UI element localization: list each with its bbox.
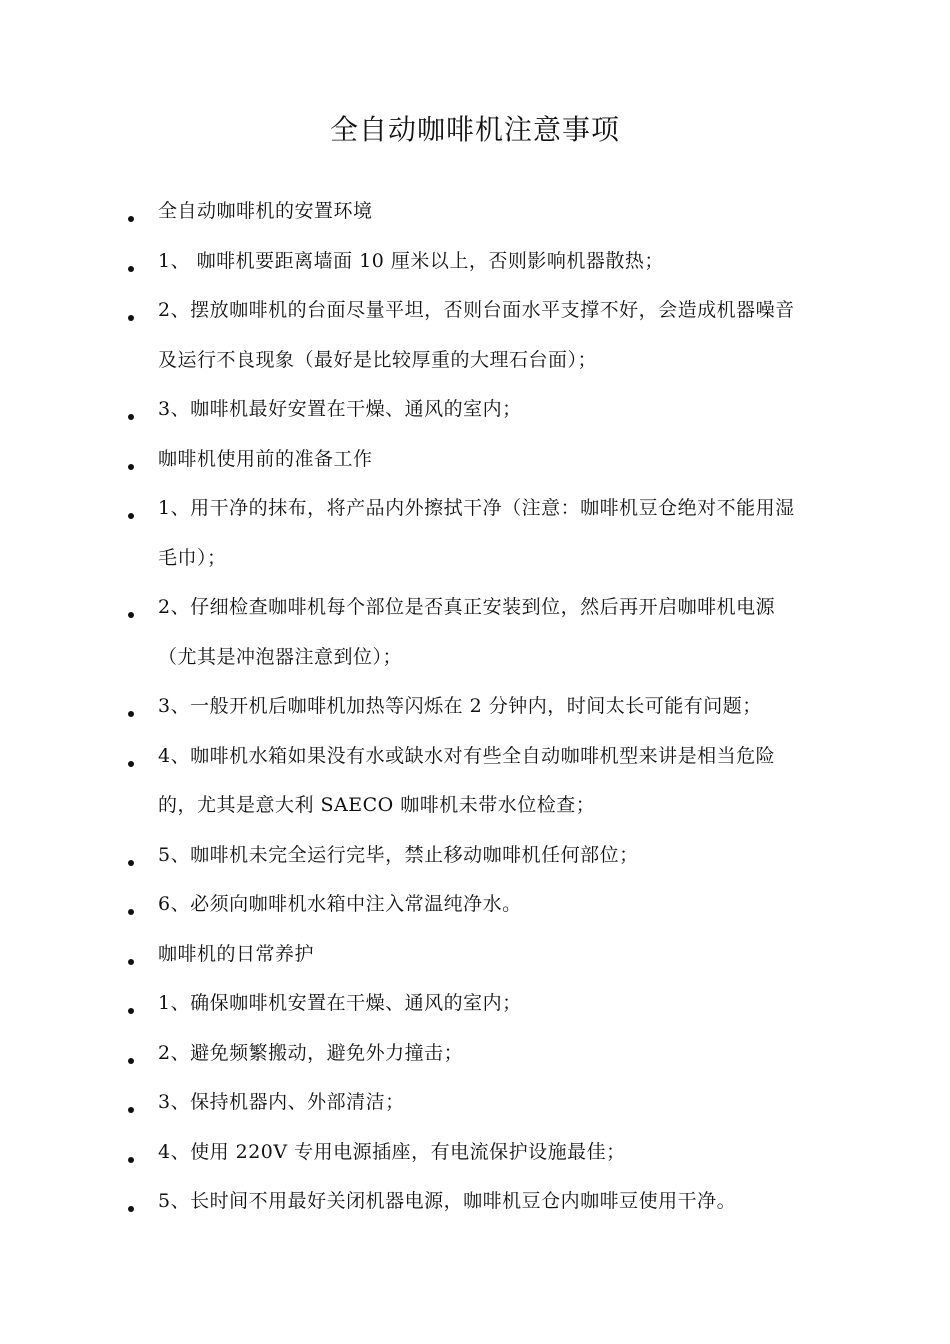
list-item-text: 4、使用 220V 专用电源插座，有电流保护设施最佳； [158,1140,626,1163]
bullet-dot-icon [128,930,138,980]
list-item-text: 2、避免频繁搬动，避免外力撞击； [158,1041,464,1064]
list-item [0,732,950,831]
list-item-text: 1、确保咖啡机安置在干燥、通风的室内； [158,992,522,1014]
list-item [0,1029,950,1079]
list-item [0,1177,950,1227]
section-heading-item [0,930,950,980]
bullet-dot-icon [128,484,138,534]
list-item-text: 5、长时间不用最好关闭机器电源，咖啡机豆仓内咖啡豆使用干净。 [158,1190,737,1212]
list-item-text: 咖啡机使用前的准备工作 [158,447,373,470]
bullet-dot-icon [128,1078,138,1128]
list-item [0,187,950,237]
list-item [0,979,950,1029]
bullet-dot-icon [128,1177,138,1227]
list-item [0,286,950,385]
bullet-dot-icon [128,979,138,1029]
list-item-text: 3、咖啡机最好安置在干燥、通风的室内； [158,398,522,420]
list-item-text: 咖啡机的日常养护 [158,942,315,965]
list-item-text: 全自动咖啡机的安置环境 [158,200,373,222]
list-item-text: 1、用干净的抹布，将产品内外擦拭干净（注意：咖啡机豆仓绝对不能用湿毛巾）； [158,497,795,569]
bullet-dot-icon [128,187,138,237]
list-item-text: 5、咖啡机未完全运行完毕，禁止移动咖啡机任何部位； [158,843,639,866]
list-item [0,1078,950,1128]
list-item-text: 3、保持机器内、外部清洁； [158,1091,405,1113]
list-item-text: 2、仔细检查咖啡机每个部位是否真正安装到位，然后再开启咖啡机电源（尤其是冲泡器注意到位）； [158,596,776,668]
list-item [0,831,950,881]
document-title: 全自动咖啡机注意事项 [329,113,620,146]
section-heading-item [0,435,950,485]
list-item-text: 2、摆放咖啡机的台面尽量平坦，否则台面水平支撑不好，会造成机器噪音及运行不良现象（最好是比较厚重的大理石台面）； [158,299,795,371]
bullet-dot-icon [128,435,138,485]
list-item [0,237,950,287]
bullet-list [0,187,950,1227]
bullet-dot-icon [128,732,138,782]
list-item [0,484,950,583]
list-item [0,385,950,435]
list-item-text: 6、必须向咖啡机水箱中注入常温纯净水。 [158,893,522,915]
list-item-text: 1、 咖啡机要距离墙面 10 厘米以上，否则影响机器散热； [158,249,664,272]
bullet-dot-icon [128,286,138,336]
bullet-dot-icon [128,880,138,930]
bullet-dot-icon [128,831,138,881]
list-item [0,682,950,732]
list-item [0,1128,950,1178]
list-item-text: 3、一般开机后咖啡机加热等闪烁在 2 分钟内，时间太长可能有问题； [158,695,762,717]
bullet-dot-icon [128,1128,138,1178]
bullet-dot-icon [128,385,138,435]
bullet-dot-icon [128,583,138,633]
list-item-text: 4、咖啡机水箱如果没有水或缺水对有些全自动咖啡机型来讲是相当危险的，尤其是意大利 SAECO 咖啡机未带水位检查； [158,744,776,816]
bullet-dot-icon [128,682,138,732]
bullet-dot-icon [128,1029,138,1079]
list-item [0,583,950,682]
list-item [0,880,950,930]
bullet-dot-icon [128,237,138,287]
